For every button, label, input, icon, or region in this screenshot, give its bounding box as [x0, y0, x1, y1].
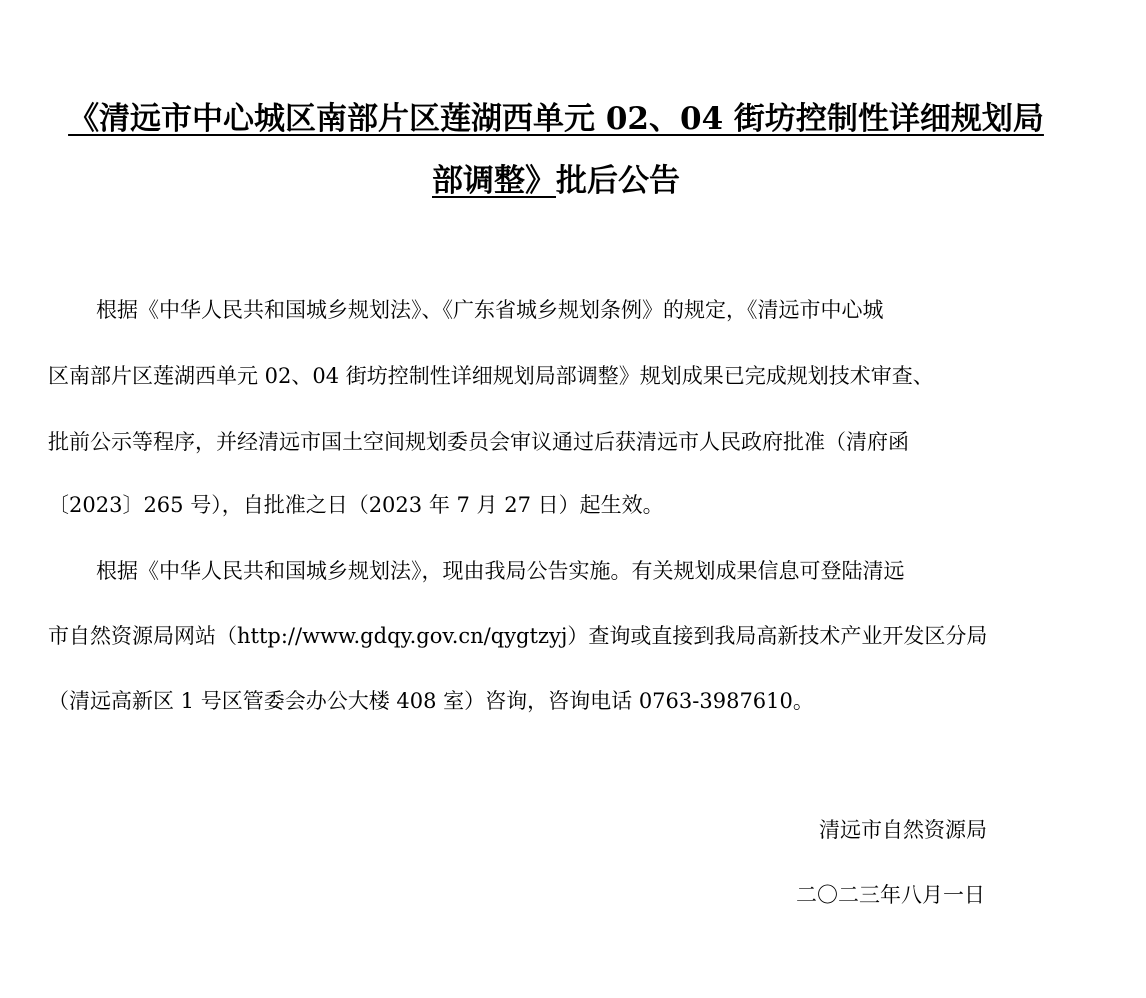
- paragraph-2-line-3: （清远高新区 1 号区管委会办公大楼 408 室）咨询，咨询电话 0763-3987610。: [48, 689, 814, 713]
- title-line-2-suffix: 批后公告: [556, 163, 680, 199]
- signature-date: 二〇二三年八月一日: [796, 883, 985, 907]
- paragraph-1-line-2: 区南部片区莲湖西单元 02、04 街坊控制性详细规划局部调整》规划成果已完成规划技术审查、: [48, 364, 934, 388]
- title-line-1-text: 《清远市中心城区南部片区莲湖西单元 02、04 街坊控制性详细规划局: [68, 101, 1044, 137]
- paragraph-2-line-1: 根据《中华人民共和国城乡规划法》，现由我局公告实施。有关规划成果信息可登陆清远: [96, 559, 905, 583]
- title-line-1: [48, 101, 1064, 137]
- paragraph-1-line-1: 根据《中华人民共和国城乡规划法》、《广东省城乡规划条例》的规定，《清远市中心城: [96, 298, 884, 322]
- title-line-2: [48, 163, 1064, 199]
- title-line-2-underlined: 部调整》: [432, 163, 556, 199]
- signature-organization: 清远市自然资源局: [819, 818, 987, 842]
- paragraph-2-line-2: 市自然资源局网站（http://www.gdqy.gov.cn/qygtzyj）查询或直接到我局高新技术产业开发区分局: [48, 624, 988, 648]
- paragraph-1-line-4: 〔2023〕265 号），自批准之日（2023 年 7 月 27 日）起生效。: [48, 493, 664, 517]
- paragraph-1-line-3: 批前公示等程序，并经清远市国土空间规划委员会审议通过后获清远市人民政府批准（清府函: [48, 430, 909, 454]
